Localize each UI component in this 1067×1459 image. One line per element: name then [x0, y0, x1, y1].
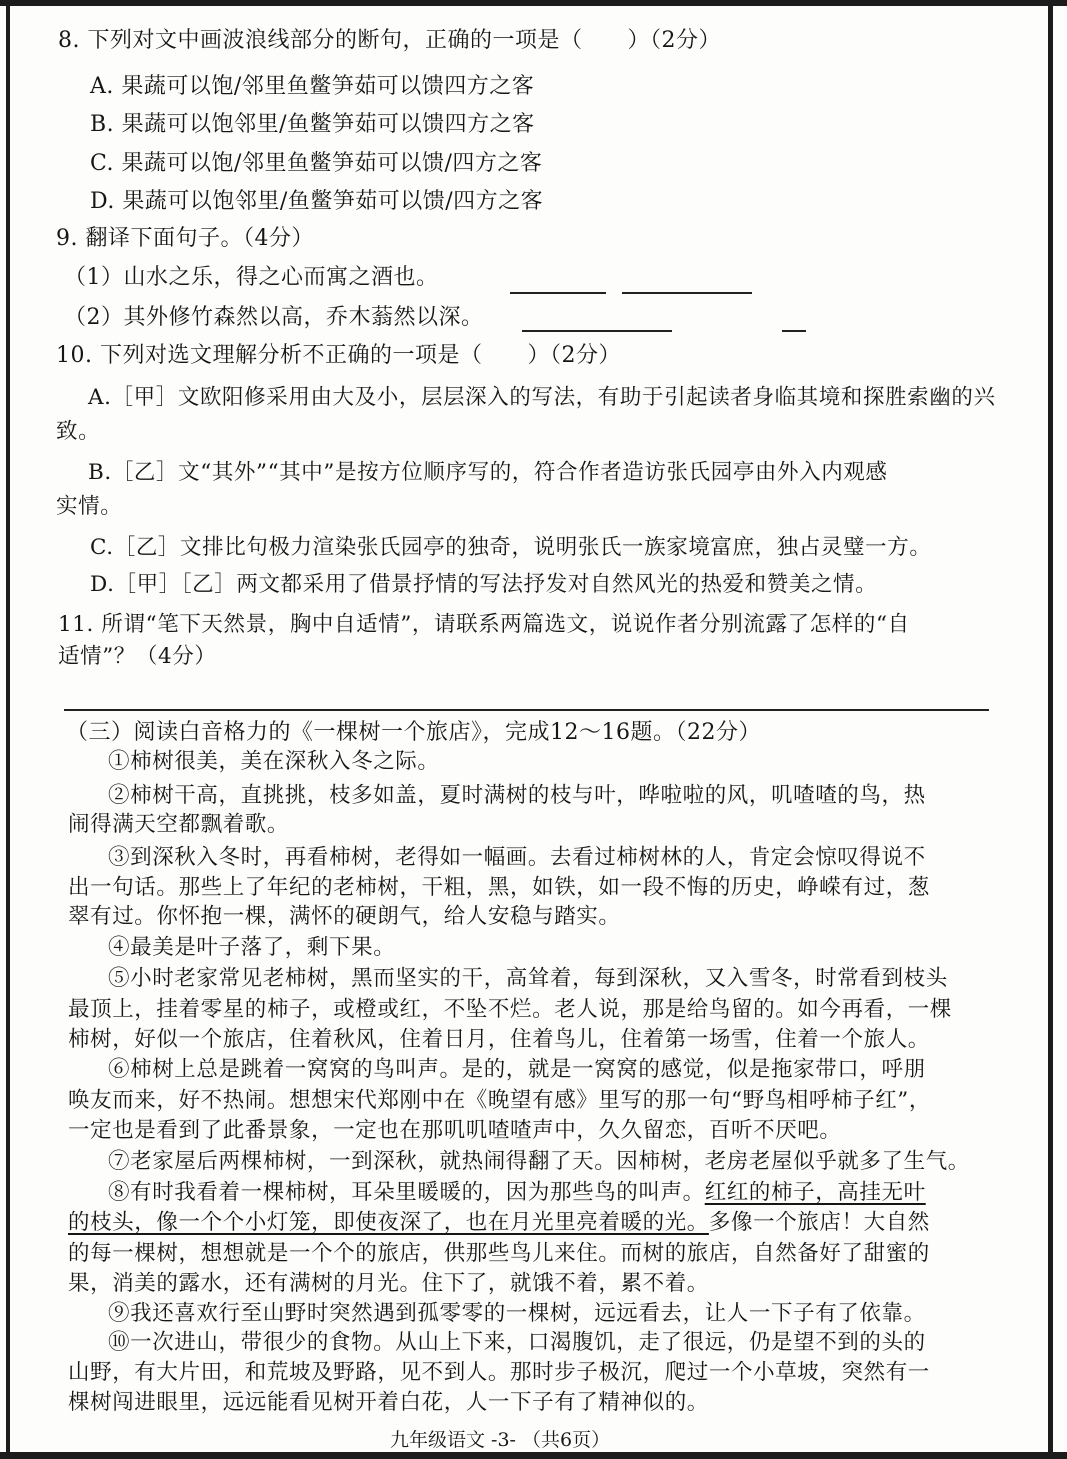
passage-p1: ①柿树很美，美在深秋入冬之际。 — [108, 749, 440, 774]
q9-item-2: （2）其外修竹森然以高，乔木蓊然以深。 — [64, 305, 484, 330]
scan-border-right — [1048, 0, 1053, 1459]
q11-answer-line — [64, 709, 989, 711]
passage-p8-line1-text: ⑧有时我看着一棵柿树，耳朵里暖暖的，因为那些鸟的叫声。 — [108, 1180, 705, 1205]
q10-option-d: D.［甲］［乙］两文都采用了借景抒情的写法抒发对自然风光的热爱和赞美之情。 — [90, 572, 878, 597]
passage-p2-line2: 闹得满天空都飘着歌。 — [68, 812, 290, 837]
passage-p6-line1: ⑥柿树上总是跳着一窝窝的鸟叫声。是的，就是一窝窝的感觉，似是拖家带口，呼朋 — [108, 1057, 926, 1082]
q10-option-a-line1: A.［甲］文欧阳修采用由大及小，层层深入的写法，有助于引起读者身临其境和探胜索幽的兴 — [88, 385, 996, 410]
section3-heading: （三）阅读白音格力的《一棵树一个旅店》，完成12～16题。（22分） — [66, 720, 761, 745]
q9-answer-line-2b — [782, 330, 806, 332]
passage-p8-underlined-end: 的枝头，像一个个小灯笼，即使夜深了，也在月光里亮着暖的光。 — [68, 1210, 709, 1235]
passage-p4: ④最美是叶子落了，剩下果。 — [108, 935, 396, 960]
passage-p8-line1 — [108, 1178, 926, 1208]
q8-option-c: C. 果蔬可以饱/邻里鱼鳖笋茹可以馈/四方之客 — [90, 151, 543, 176]
passage-p5-line1: ⑤小时老家常见老柿树，黑而坚实的干，高耸着，每到深秋，又入雪冬，时常看到枝头 — [108, 966, 948, 991]
q10-option-b-line2: 实情。 — [56, 494, 123, 519]
passage-p8-underlined-start: 红红的柿子，高挂无叶 — [704, 1180, 926, 1205]
q9-answer-line-1b — [622, 292, 752, 294]
passage-p7: ⑦老家屋后两棵柿树，一到深秋，就热闹得翻了天。因柿树，老房老屋似乎就多了生气。 — [108, 1149, 970, 1174]
scan-border-left — [6, 0, 10, 1459]
passage-p8-line4: 果，消美的露水，还有满树的月光。住下了，就饿不着，累不着。 — [68, 1271, 709, 1296]
passage-p3-line2: 出一句话。那些上了年纪的老柿树，干粗，黑，如铁，如一段不悔的历史，峥嵘有过，葱 — [68, 875, 930, 900]
q11-line-1: 11. 所谓“笔下天然景，胸中自适情”，请联系两篇选文，说说作者分别流露了怎样的“自 — [58, 612, 910, 637]
page-footer: 九年级语文 -3- （共6页） — [390, 1429, 611, 1451]
passage-p10-line1: ⑩一次进山，带很少的食物。从山上下来，口渴腹饥，走了很远，仍是望不到的头的 — [108, 1330, 926, 1355]
q10-stem: 10. 下列对选文理解分析不正确的一项是（ ）（2分） — [56, 343, 621, 368]
scan-border-top — [0, 0, 1067, 6]
q8-option-a: A. 果蔬可以饱/邻里鱼鳖笋茹可以馈四方之客 — [90, 74, 535, 99]
passage-p8-line2 — [68, 1208, 930, 1238]
passage-p10-line2: 山野，有大片田，和荒坡及野路，见不到人。那时步子极沉，爬过一个小草坡，突然有一 — [68, 1360, 930, 1385]
passage-p10-line3: 棵树闯进眼里，远远能看见树开着白花，人一下子有了精神似的。 — [68, 1390, 709, 1415]
q9-answer-line-1a — [510, 292, 606, 294]
q10-option-c: C.［乙］文排比句极力渲染张氏园亭的独奇，说明张氏一族家境富庶，独占灵璧一方。 — [90, 535, 932, 560]
passage-p3-line3: 翠有过。你怀抱一棵，满怀的硬朗气，给人安稳与踏实。 — [68, 904, 621, 929]
q9-answer-line-2a — [522, 330, 672, 332]
passage-p2-line1: ②柿树干高，直挑挑，枝多如盖，夏时满树的枝与叶，哗啦啦的风，叽喳喳的鸟，热 — [108, 783, 926, 808]
q11-line-2: 适情”？（4分） — [58, 644, 217, 669]
q8-option-b: B. 果蔬可以饱邻里/鱼鳖笋茹可以馈四方之客 — [90, 112, 535, 137]
passage-p5-line2: 最顶上，挂着零星的柿子，或橙或红，不坠不烂。老人说，那是给鸟留的。如今再看，一棵 — [68, 997, 953, 1022]
passage-p6-line2: 唤友而来，好不热闹。想想宋代郑刚中在《晚望有感》里写的那一句“野鸟相呼柿子红”， — [68, 1088, 931, 1113]
passage-p5-line3: 柿树，好似一个旅店，住着秋风，住着日月，住着鸟儿，住着第一场雪，住着一个旅人。 — [68, 1027, 930, 1052]
passage-p8-line2-text: 多像一个旅店！大自然 — [708, 1210, 930, 1235]
q10-option-b-line1: B.［乙］文“其外”“其中”是按方位顺序写的，符合作者造访张氏园亭由外入内观感 — [88, 460, 888, 485]
q9-stem: 9. 翻译下面句子。（4分） — [56, 226, 314, 251]
scan-border-bottom — [0, 1452, 1067, 1459]
passage-p6-line3: 一定也是看到了此番景象，一定也在那叽叽喳喳声中，久久留恋，百听不厌吧。 — [68, 1118, 842, 1143]
q10-option-a-line2: 致。 — [56, 419, 101, 444]
passage-p9: ⑨我还喜欢行至山野时突然遇到孤零零的一棵树，远远看去，让人一下子有了依靠。 — [108, 1301, 926, 1326]
passage-p8-line3: 的每一棵树，想想就是一个个的旅店，供那些鸟儿来住。而树的旅店，自然备好了甜蜜的 — [68, 1241, 930, 1266]
q8-stem: 8. 下列对文中画波浪线部分的断句，正确的一项是（ ）（2分） — [58, 28, 721, 53]
passage-p3-line1: ③到深秋入冬时，再看柿树，老得如一幅画。去看过柿树林的人，肯定会惊叹得说不 — [108, 845, 926, 870]
q8-option-d: D. 果蔬可以饱邻里/鱼鳖笋茹可以馈/四方之客 — [90, 189, 544, 214]
q9-item-1: （1）山水之乐，得之心而寓之酒也。 — [64, 265, 439, 290]
